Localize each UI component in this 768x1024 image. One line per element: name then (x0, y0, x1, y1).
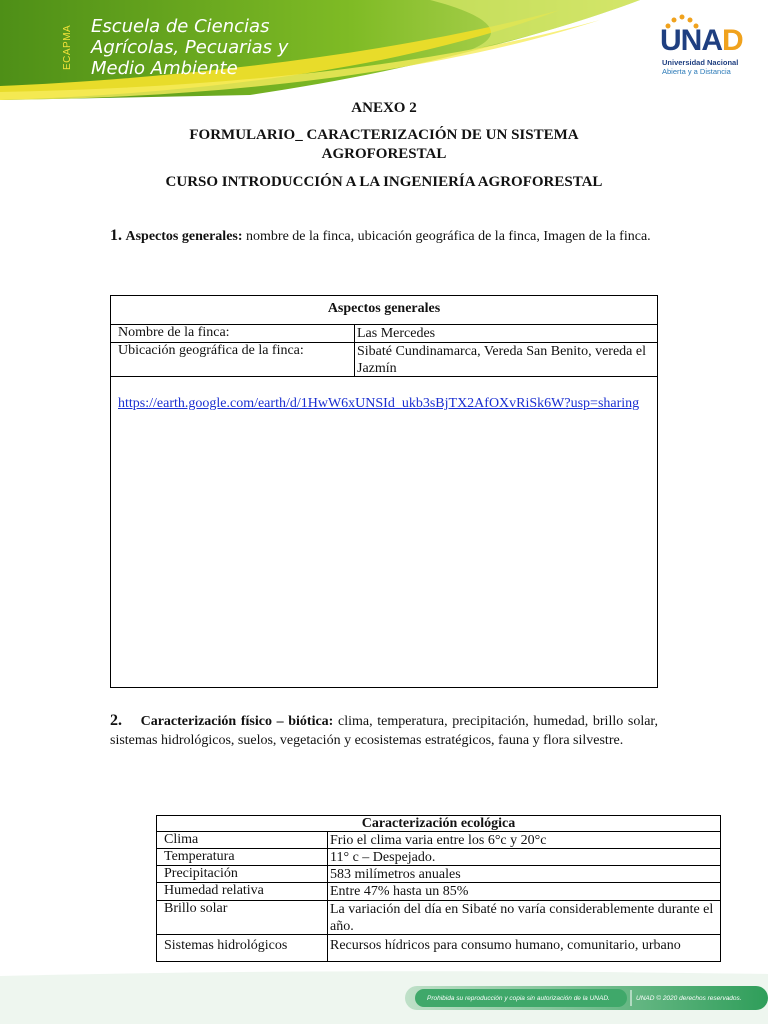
table-cell-label: Temperatura (157, 849, 328, 865)
header-banner (0, 0, 768, 100)
form-title-line2: AGROFORESTAL (321, 146, 447, 162)
table2-header: Caracterización ecológica (157, 816, 720, 832)
section2-text: clima, temperatura, precipitación, humedad, brillo solar, sistemas hidrológicos, suelos, vegetación y ecosistemas estratégicos, fauna y flora silvestre. (110, 714, 659, 748)
section1-paragraph (110, 226, 658, 246)
section2-heading: Caracterización físico – biótica: (140, 714, 334, 729)
form-title-line1: FORMULARIO_ CARACTERIZACIÓN DE UN SISTEMA (189, 127, 579, 143)
table1-header: Aspectos generales (111, 296, 657, 325)
school-line: Escuela de Ciencias (91, 16, 270, 37)
table-cell-label: Ubicación geográfica de la finca: (111, 343, 355, 376)
section1-text: nombre de la finca, ubicación geográfica de la finca, Imagen de la finca. (242, 229, 651, 244)
school-line: Agrícolas, Pecuarias y (91, 37, 289, 58)
course-title: CURSO INTRODUCCIÓN A LA INGENIERÍA AGROFORESTAL (165, 174, 603, 190)
table-cell-value: Las Mercedes (357, 326, 436, 341)
table-row (157, 935, 720, 961)
general-aspects-table (110, 295, 658, 688)
table-cell-label: Clima (157, 832, 328, 848)
section1-number: 1. (110, 227, 122, 244)
logo-word: UNAD (660, 24, 743, 57)
ecological-characterization-table (156, 815, 721, 962)
unad-logo (656, 14, 746, 76)
table-row (111, 343, 657, 377)
footer-copyright: UNAD © 2020 derechos reservados. (636, 995, 742, 1002)
section2-paragraph (110, 711, 658, 750)
footer-notice: Prohibida su reproducción y copia sin autorización de la UNAD. (427, 995, 610, 1002)
table-cell-value: 11° c – Despejado. (330, 850, 436, 865)
table-cell-value: Sibaté Cundinamarca, Vereda San Benito, vereda el Jazmín (357, 344, 646, 376)
table-cell-label: Precipitación (157, 866, 328, 882)
section1-heading: Aspectos generales: (125, 229, 243, 244)
table-cell-value: Recursos hídricos para consumo humano, comunitario, urbano (330, 938, 681, 953)
school-name (91, 16, 288, 79)
table-cell-label: Sistemas hidrológicos (157, 935, 328, 961)
ecapma-vertical-tag: ECAPMA (62, 24, 73, 70)
logo-subtitle-2: Abierta y a Distancia (662, 67, 731, 76)
table-cell-value: La variación del día en Sibaté no varía considerablemente durante el año. (330, 902, 714, 934)
table-row (157, 866, 720, 883)
table-cell-label: Humedad relativa (157, 883, 328, 900)
google-earth-link[interactable]: https://earth.google.com/earth/d/1HwW6xUNSId_ukb3sBjTX2AfOXvRiSk6W?usp=sharing (118, 396, 640, 411)
logo-subtitle-1: Universidad Nacional (662, 58, 739, 67)
section2-number: 2. (110, 712, 122, 729)
table-row (111, 325, 657, 343)
annex-title: ANEXO 2 (351, 100, 417, 116)
school-line: Medio Ambiente (91, 58, 238, 79)
table-row (157, 849, 720, 866)
table-cell-label: Brillo solar (157, 901, 328, 934)
table-cell-label: Nombre de la finca: (111, 325, 355, 342)
table-row (157, 883, 720, 901)
table-cell-value: Entre 47% hasta un 85% (330, 884, 469, 899)
table-cell-value: Frio el clima varia entre los 6°c y 20°c (330, 833, 547, 848)
page-footer (0, 968, 768, 1024)
table-row (157, 901, 720, 935)
table-row (157, 832, 720, 849)
table-cell-value: 583 milímetros anuales (330, 867, 461, 882)
